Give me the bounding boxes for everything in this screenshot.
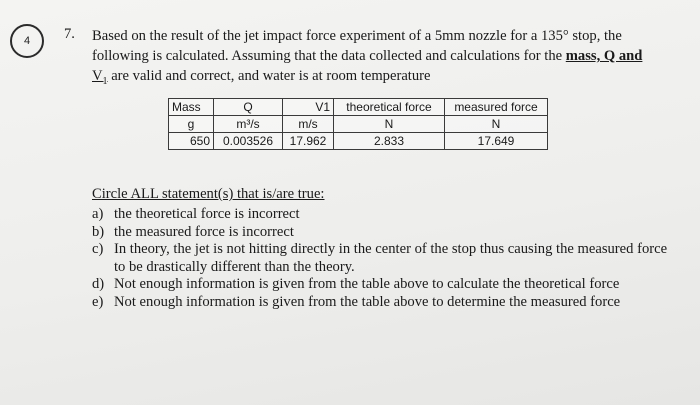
option-letter: c) (92, 241, 104, 257)
question-emphasis-v-subscript: 1 (102, 75, 108, 87)
question-emphasis-v: V (92, 68, 103, 84)
header-measured-force: measured force (445, 99, 548, 116)
question-line-3-text: are valid and correct, and water is at room temperature (107, 68, 431, 84)
cell-q: 0.003526 (214, 133, 283, 150)
option-c[interactable] (92, 241, 682, 276)
option-text: the theoretical force is incorrect (114, 206, 300, 222)
option-text: Not enough information is given from the table above to calculate the theoretical force (114, 276, 620, 292)
option-d[interactable] (92, 276, 682, 294)
option-letter: e) (92, 293, 104, 310)
option-text: Not enough information is given from the table above to determine the measured force (114, 293, 621, 310)
question-emphasis-mass-q: mass, Q and (565, 48, 643, 64)
question-text (92, 26, 692, 92)
option-text: In theory, the jet is not hitting directly in the center of the stop thus causing the measured force to be drastically different than the theory. (114, 241, 668, 275)
option-letter: b) (92, 223, 105, 240)
table-header-row (169, 99, 548, 116)
table-units-row (169, 116, 548, 133)
question-line-2-text: following is calculated. Assuming that the data collected and calculations for the (92, 48, 563, 64)
option-e[interactable] (92, 294, 682, 312)
answer-options (92, 206, 682, 311)
question-line-1: Based on the result of the jet impact force experiment of a 5mm nozzle for a 135° stop, the (92, 28, 622, 44)
header-mass: Mass (169, 99, 214, 116)
cell-v1: 17.962 (283, 133, 334, 150)
header-v1: V1 (283, 99, 334, 116)
option-letter: d) (92, 276, 105, 292)
question-number: 7. (64, 26, 75, 42)
results-table (168, 98, 548, 150)
question-line-2 (92, 46, 692, 66)
question-line-3 (92, 66, 692, 92)
unit-theoretical-force: N (334, 116, 445, 133)
option-letter: a) (92, 206, 104, 222)
cell-measured-force: 17.649 (445, 133, 548, 150)
header-q: Q (214, 99, 283, 116)
question-emphasis-v1 (92, 68, 108, 87)
unit-v1: m/s (283, 116, 334, 133)
option-a[interactable] (92, 206, 682, 224)
cell-mass: 650 (169, 133, 214, 150)
option-b[interactable] (92, 224, 682, 242)
question-badge: 4 (10, 24, 44, 58)
header-theoretical-force: theoretical force (334, 99, 445, 116)
unit-q: m³/s (214, 116, 283, 133)
instruction-prompt (92, 186, 324, 203)
instruction-prompt-text: Circle ALL statement(s) that is/are true: (92, 186, 325, 202)
table-row (169, 133, 548, 150)
unit-measured-force: N (445, 116, 548, 133)
option-text: the measured force is incorrect (114, 223, 294, 240)
cell-theoretical-force: 2.833 (334, 133, 445, 150)
unit-mass: g (169, 116, 214, 133)
